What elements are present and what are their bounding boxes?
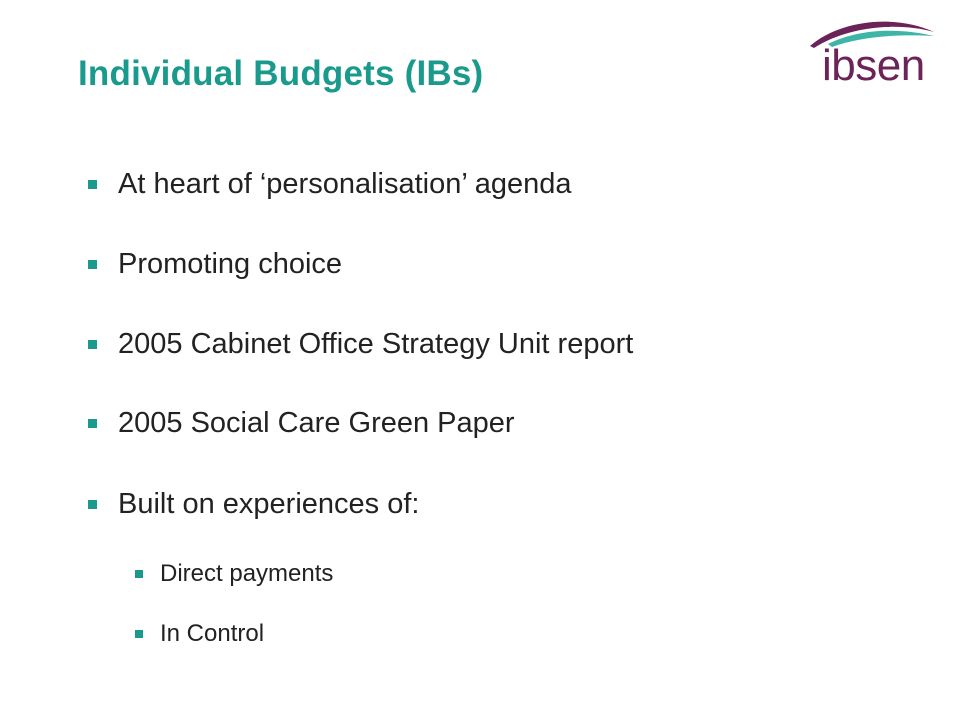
square-bullet-icon [135,630,143,638]
bullet-text: Built on experiences of: [118,488,420,520]
sub-bullet-item [135,560,333,588]
square-bullet-icon [88,500,97,509]
slide-title: Individual Budgets (IBs) [78,54,484,93]
bullet-text: At heart of ‘personalisation’ agenda [118,168,572,200]
square-bullet-icon [88,180,97,189]
square-bullet-icon [135,570,143,578]
bullet-text: 2005 Cabinet Office Strategy Unit report [118,328,634,360]
logo-wordmark: ibsen [822,41,925,90]
bullet-item [88,168,572,201]
square-bullet-icon [88,260,97,269]
square-bullet-icon [88,419,97,428]
bullet-text: 2005 Social Care Green Paper [118,407,515,439]
bullet-text: Direct payments [160,560,334,587]
bullet-text: In Control [160,620,265,647]
sub-bullet-item [135,620,264,648]
square-bullet-icon [88,340,97,349]
bullet-item [88,328,633,361]
bullet-item [88,248,342,281]
bullet-item [88,488,419,521]
bullet-item [88,407,515,440]
bullet-text: Promoting choice [118,248,343,280]
